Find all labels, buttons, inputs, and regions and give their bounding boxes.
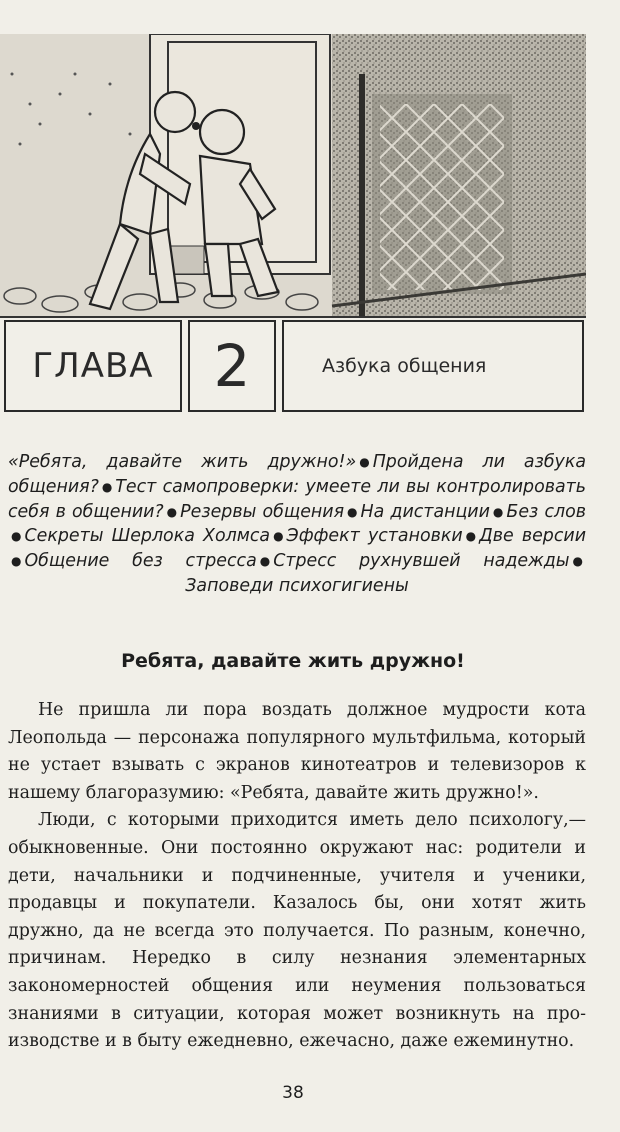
contents-item: Эффект установки xyxy=(286,526,463,547)
bullet-icon: ● xyxy=(359,455,370,469)
contents-item: Тест самопроверки: умеете ли вы контролировать себя в общении? xyxy=(8,476,586,522)
chapter-title: Азбука общения xyxy=(282,320,584,412)
bullet-icon: ● xyxy=(273,529,284,544)
chapter-header xyxy=(0,316,586,416)
chapter-illustration xyxy=(0,34,586,318)
page-number: 38 xyxy=(282,1083,304,1103)
chapter-label: ГЛАВА xyxy=(4,320,182,412)
body-text xyxy=(8,697,586,1056)
contents-item: Заповеди психогигиены xyxy=(185,575,409,596)
illustration-drawing xyxy=(0,34,586,316)
chapter-number: 2 xyxy=(188,320,276,412)
contents-item: Общение без стресса xyxy=(24,551,257,572)
contents-item: Две версии xyxy=(479,526,587,547)
paragraph: Люди, с которыми приходится иметь дело психологу,— обыкновенные. Они постоянно окружают нас: родители и дети, начальники и подчиненные, учителя и ученики, продавцы и покупатели. Казалось бы, они хотят жить дружно, да не всегда это получается. По разным, конечно, причинам. Нередко в силу незнания элементарных закономерностей общения или неумения пользоваться знаниями в ситуации, которая может возникнуть на производстве и в быту ежедневно, ежечасно, даже ежеминутно. xyxy=(8,810,586,1052)
contents-item: Резервы общения xyxy=(180,501,345,522)
chapter-contents xyxy=(8,450,586,599)
bullet-icon: ● xyxy=(101,479,113,494)
bullet-icon: ● xyxy=(572,554,583,569)
bullet-icon: ● xyxy=(166,504,178,519)
bullet-icon: ● xyxy=(465,529,477,544)
contents-item: На дистанции xyxy=(360,501,490,522)
bullet-icon: ● xyxy=(347,504,358,519)
bullet-icon: ● xyxy=(11,529,22,544)
bullet-icon: ● xyxy=(11,554,22,569)
section-title: Ребята, давайте жить дружно! xyxy=(121,650,465,672)
contents-item: «Ребята, давайте жить дружно!» xyxy=(8,452,357,472)
bullet-icon: ● xyxy=(492,504,504,519)
contents-item: Пройдена ли азбука общения? xyxy=(8,452,586,497)
contents-item: Без слов xyxy=(506,501,587,522)
contents-item: Стресс рухнувшей надежды xyxy=(273,551,570,572)
bullet-icon: ● xyxy=(259,554,271,569)
paragraph: Не пришла ли пора воздать должное мудрости кота Леопольда — персонажа популярного мультфильма, который не устает взывать с экранов кинотеатров и телевизоров к нашему благоразумию: «Ребята, давайте жить дружно!». xyxy=(8,700,586,803)
contents-item: Секреты Шерлока Холмса xyxy=(24,526,271,547)
